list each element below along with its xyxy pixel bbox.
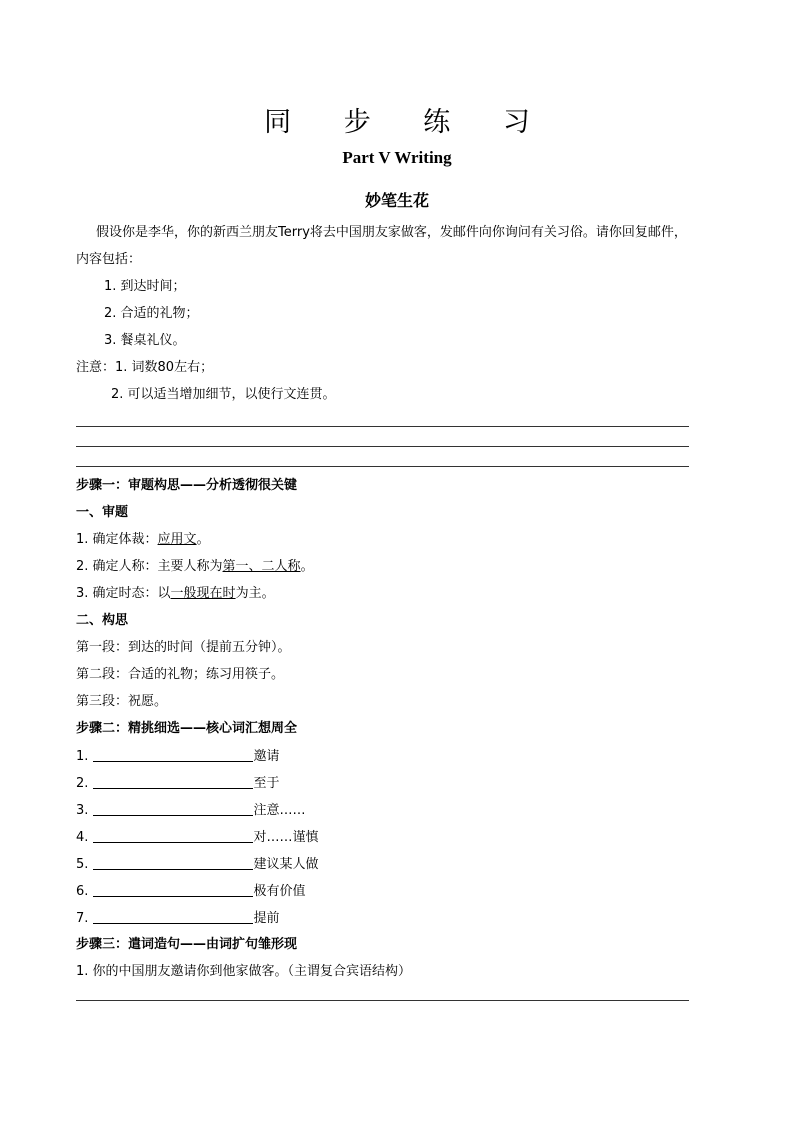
vocab-item-1 [76,747,280,766]
vocab-item-5 [76,855,319,874]
outline-paragraph-1: 第一段：到达的时间（提前五分钟）。 [76,640,291,655]
step3-heading: 步骤三：遣词造句——由词扩句雏形现 [76,937,298,952]
writing-line[interactable] [76,446,689,447]
review-item-3 [76,585,275,603]
vocab-blank[interactable] [93,774,253,789]
section-title: 妙笔生花 [364,191,429,210]
prompt-item-1: 1. 到达时间； [104,279,186,294]
vocab-meaning: 至于 [253,776,280,791]
vocab-meaning: 对……谨慎 [253,830,319,845]
answer-line[interactable] [76,1000,689,1001]
review-item-1 [76,531,210,549]
review-item-2 [76,558,314,576]
review-answer: 应用文 [157,532,197,547]
sentence-question-1: 1. 你的中国朋友邀请你到他家做客。（主谓复合宾语结构） [76,964,412,979]
outline-paragraph-2: 第二段：合适的礼物；练习用筷子。 [76,667,285,682]
outline-paragraph-3: 第三段：祝愿。 [76,694,168,709]
vocab-blank[interactable] [93,801,253,816]
vocab-item-3 [76,801,306,820]
review-prefix: 3. 确定时态：以 [76,586,171,601]
vocab-number: 5. [76,857,89,872]
prompt-item-2: 2. 合适的礼物； [104,306,199,321]
vocab-number: 6. [76,884,89,899]
prompt-item-3: 3. 餐桌礼仪。 [104,333,186,348]
review-prefix: 1. 确定体裁： [76,532,158,547]
review-answer: 一般现在时 [170,586,236,601]
vocab-blank[interactable] [93,747,253,762]
writing-line[interactable] [76,466,689,467]
vocab-item-4 [76,828,319,847]
vocab-blank[interactable] [93,909,253,924]
vocab-number: 1. [76,749,89,764]
review-prefix: 2. 确定人称：主要人称为 [76,559,223,574]
vocab-item-7 [76,909,280,928]
page-title: 同 步 练 习 [264,107,552,138]
vocab-blank[interactable] [93,882,253,897]
review-suffix: 为主。 [235,586,275,601]
vocab-meaning: 提前 [253,911,280,926]
prompt-line-1: 假设你是李华，你的新西兰朋友Terry将去中国朋友家做客，发邮件向你询问有关习俗。请你回复邮件， [96,225,687,240]
writing-line[interactable] [76,426,689,427]
review-suffix: 。 [300,559,314,574]
vocab-meaning: 注意…… [253,803,306,818]
review-subheading: 一、审题 [76,505,129,520]
vocab-meaning: 邀请 [253,749,280,764]
vocab-number: 2. [76,776,89,791]
vocab-meaning: 建议某人做 [253,857,319,872]
vocab-number: 3. [76,803,89,818]
vocab-number: 4. [76,830,89,845]
vocab-meaning: 极有价值 [253,884,306,899]
prompt-line-2: 内容包括： [76,252,142,267]
vocab-item-6 [76,882,306,901]
review-answer: 第一、二人称 [222,559,301,574]
vocab-blank[interactable] [93,828,253,843]
note-line-2: 2. 可以适当增加细节，以使行文连贯。 [111,387,336,402]
step2-heading: 步骤二：精挑细选——核心词汇想周全 [76,721,298,736]
review-suffix: 。 [196,532,210,547]
vocab-blank[interactable] [93,855,253,870]
vocab-item-2 [76,774,280,793]
part-subtitle: Part V Writing [342,148,452,167]
outline-subheading: 二、构思 [76,613,129,628]
step1-heading: 步骤一：审题构思——分析透彻很关键 [76,478,298,493]
note-line-1: 注意：1. 词数80左右； [76,360,214,375]
vocab-number: 7. [76,911,89,926]
